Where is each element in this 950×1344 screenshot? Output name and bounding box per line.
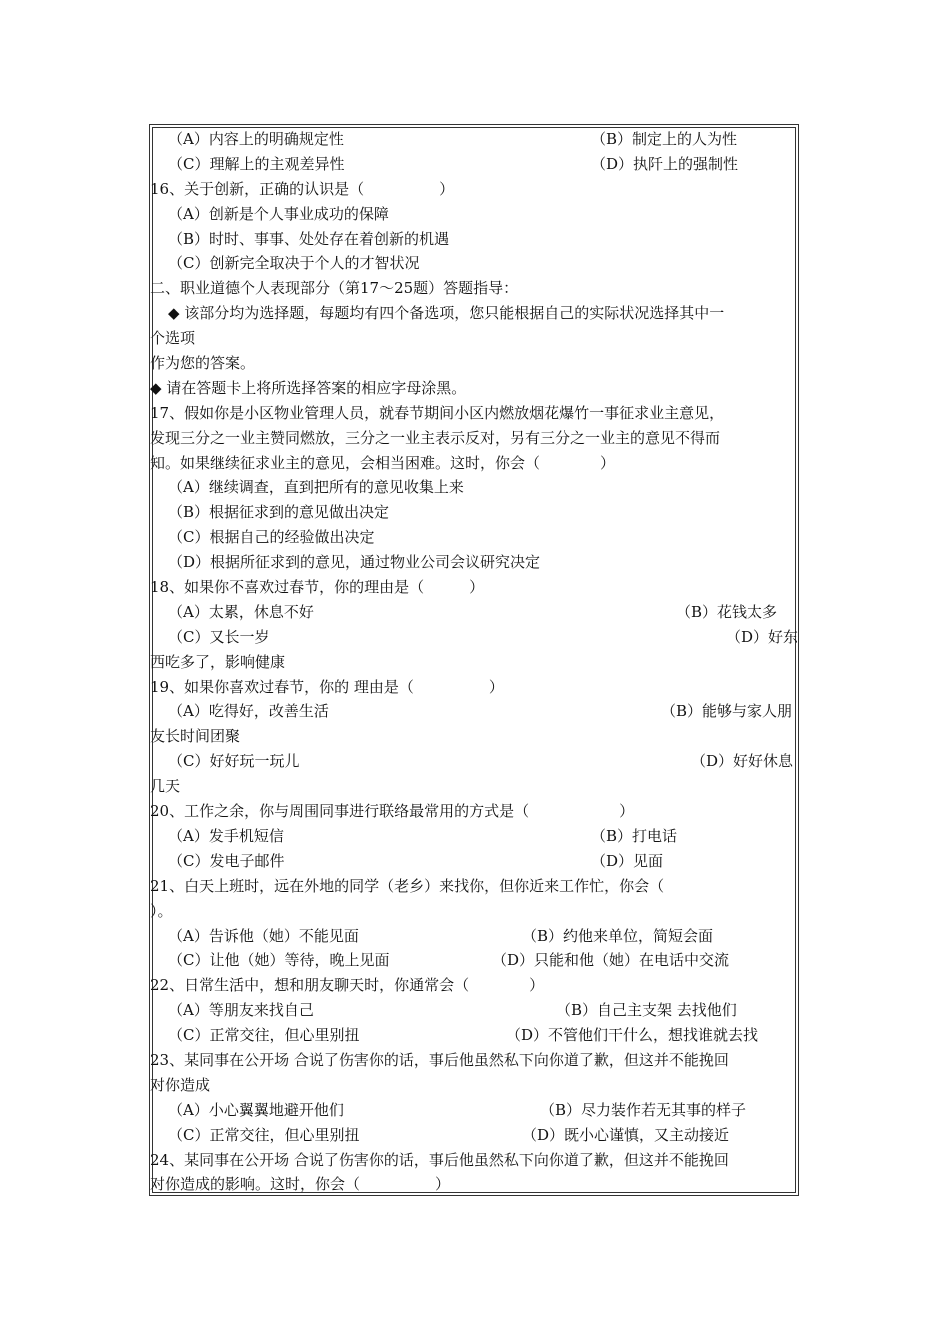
option-c: （C）正常交往，但心里别扭 [168,1125,360,1144]
option-d: （D）执阡上的强制性 [591,154,739,173]
option-line [150,600,800,625]
question-17: 17、假如你是小区物业管理人员，就春节期间小区内燃放烟花爆竹一事征求业主意见， [150,403,725,422]
instruction-1-cont: 个选项 [150,329,196,348]
option-a: （A）创新是个人事业成功的保障 [168,204,389,223]
instruction-1: ◆ 该部分均为选择题，每题均有四个备选项，您只能根据自己的实际状况选择其中一 [168,304,725,323]
option-d: （D）只能和他（她）在电话中交流 [492,951,730,970]
option-line [150,152,800,177]
option-d-cont: 几天 [150,777,181,796]
option-b: （B）能够与家人朋 [661,702,793,721]
option-d: （D）既小心谨慎，又主动接近 [522,1125,730,1144]
option-line [150,749,800,774]
question-17-cont: 发现三分之一业主赞同燃放，三分之一业主表示反对，另有三分之一业主的意见不得而 [150,428,721,447]
option-c: （C）好好玩一玩儿 [168,752,300,771]
option-d: （D）好东 [726,627,799,646]
option-line [150,849,800,874]
option-b: （B）根据征求到的意见做出决定 [168,503,390,522]
option-line [150,625,800,650]
question-22: 22、日常生活中，想和朋友聊天时，你通常会（ ） [150,976,545,995]
option-b: （B）花钱太多 [676,602,778,621]
option-d: （D）见面 [591,851,664,870]
option-b: （B）自己主支架 去找他们 [556,1001,737,1020]
question-23: 23、某同事在公开场 合说了伤害你的话，事后他虽然私下向你道了歉，但这并不能挽回 [150,1050,729,1069]
question-20: 20、工作之余，你与周围同事进行联络最常用的方式是（ ） [150,802,635,821]
exam-content [150,127,800,1197]
option-a: （A）吃得好，改善生活 [168,702,329,721]
question-17-cont: 知。如果继续征求业主的意见，会相当困难。这时，你会（ ） [150,453,616,472]
option-d: （D）根据所征求到的意见，通过物业公司会议研究决定 [168,553,541,572]
option-b: （B）制定上的人为性 [591,130,738,148]
option-b: （B）约他来单位，简短会面 [522,926,714,945]
option-line [150,998,800,1023]
option-c: （C）正常交往，但心里别扭 [168,1026,360,1045]
option-d: （D）好好休息 [691,752,794,771]
section-heading: 二、职业道德个人表现部分（第17～25题）答题指导： [150,279,519,298]
option-c: （C）又长一岁 [168,627,270,646]
option-c: （C）发电子邮件 [168,851,285,870]
option-c: （C）理解上的主观差异性 [168,154,345,173]
option-line [150,699,800,724]
instruction-1-cont: 作为您的答案。 [150,354,256,373]
instruction-2: ◆ 请在答题卡上将所选择答案的相应字母涂黑。 [150,378,467,397]
option-line [150,1123,800,1148]
option-b: （B）打电话 [591,826,678,845]
question-21-cont: ）。 [150,901,173,920]
option-line [150,1023,800,1048]
option-a: （A）等朋友来找自己 [168,1001,314,1020]
option-a: （A）继续调查，直到把所有的意见收集上来 [168,478,464,497]
option-b: （B）尽力装作若无其事的样子 [540,1100,747,1119]
question-23-cont: 对你造成 [150,1075,211,1094]
option-line [150,127,800,152]
option-a: （A）小心翼翼地避开他们 [168,1100,344,1119]
question-19: 19、如果你喜欢过春节，你的 理由是（ ） [150,677,504,696]
question-24: 24、某同事在公开场 合说了伤害你的话，事后他虽然私下向你道了歉，但这并不能挽回 [150,1150,729,1169]
option-a: （A）内容上的明确规定性 [168,130,344,148]
option-d: （D）不管他们干什么，想找谁就去找 [506,1026,759,1045]
option-b-cont: 友长时间团聚 [150,727,241,746]
question-21: 21、白天上班时，远在外地的同学（老乡）来找你，但你近来工作忙，你会（ [150,876,665,895]
option-b: （B）时时、事事、处处存在着创新的机遇 [168,229,450,248]
option-c: （C）根据自己的经验做出决定 [168,528,375,547]
option-a: （A）告诉他（她）不能见面 [168,926,359,945]
question-18: 18、如果你不喜欢过春节，你的理由是（ ） [150,578,485,597]
option-a: （A）太累，休息不好 [168,602,314,621]
option-a: （A）发手机短信 [168,826,284,845]
question-24-cont: 对你造成的影响。这时，你会（ ） [150,1175,451,1194]
option-d-cont: 西吃多了，影响健康 [150,652,286,671]
option-line [150,948,800,973]
option-c: （C）创新完全取决于个人的才智状况 [168,254,420,273]
option-line [150,924,800,949]
question-16: 16、关于创新，正确的认识是（ ） [150,179,455,198]
option-c: （C）让他（她）等待，晚上见面 [168,951,390,970]
option-line [150,824,800,849]
option-line [150,1098,800,1123]
